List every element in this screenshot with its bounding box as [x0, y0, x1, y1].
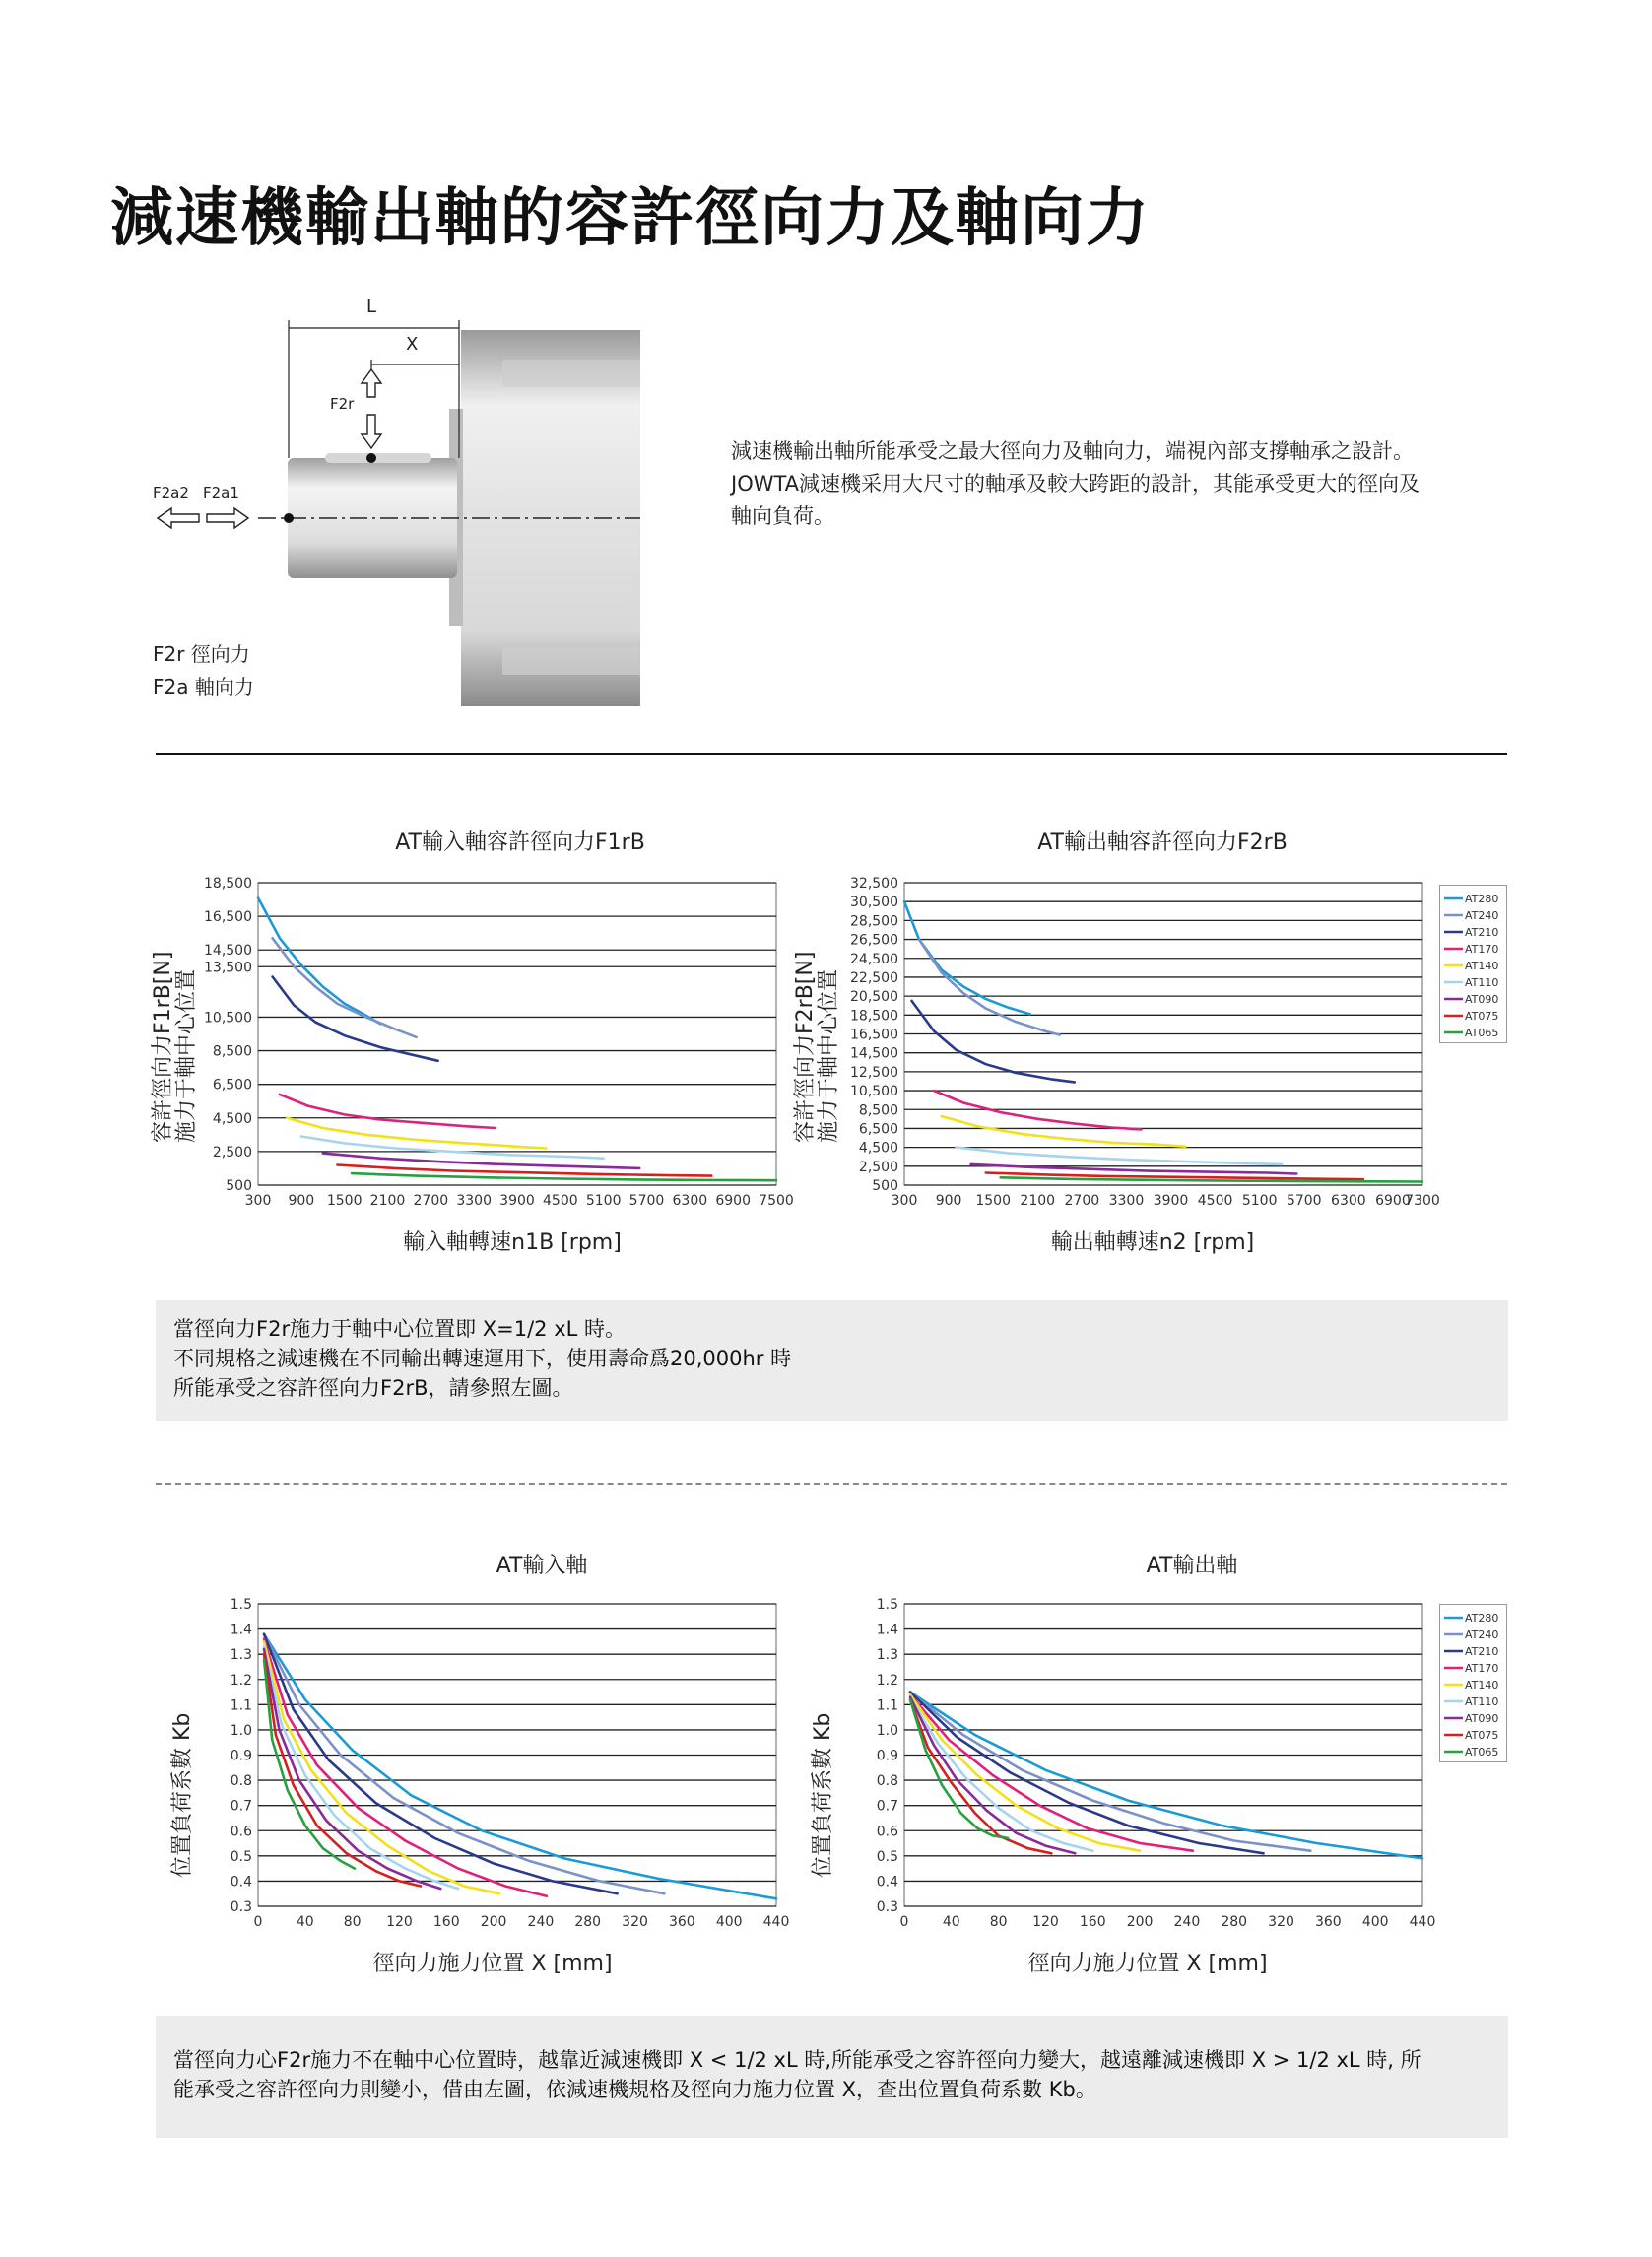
note1-line-1: 當徑向力F2r施力于軸中心位置即 X=1/2 xL 時。 [173, 1317, 627, 1341]
chart4-ylabel: 位置負荷系數 Kb [811, 1712, 835, 1878]
plot-area [258, 883, 776, 1185]
x-tick-label: 120 [1032, 1914, 1059, 1930]
label-F2r: F2r [330, 395, 355, 413]
y-tick-label: 0.7 [230, 1798, 252, 1815]
x-tick-label: 900 [935, 1193, 962, 1209]
x-tick-label: 1500 [326, 1193, 363, 1209]
chart4-plot [843, 1596, 1434, 1936]
x-tick-label: 7300 [1405, 1193, 1440, 1209]
y-tick-label: 14,500 [850, 1045, 898, 1062]
x-tick-label: 6900 [1375, 1193, 1411, 1209]
legend-label-at065: AT065 [1465, 1746, 1499, 1759]
y-tick-label: 1.2 [230, 1672, 252, 1689]
y-tick-label: 26,500 [850, 932, 898, 949]
x-tick-label: 3900 [1153, 1193, 1189, 1209]
chart2-plot [843, 875, 1440, 1215]
y-tick-label: 20,500 [850, 989, 898, 1006]
y-tick-label: 8,500 [212, 1043, 252, 1060]
chart2-title: AT輸出軸容許徑向力F2rB [1037, 830, 1288, 855]
x-tick-label: 80 [989, 1914, 1008, 1930]
x-tick-label: 400 [1361, 1914, 1389, 1930]
legend-label-at210: AT210 [1465, 1645, 1499, 1658]
legend-label-at210: AT210 [1465, 926, 1499, 939]
y-tick-label: 1.0 [876, 1722, 898, 1739]
chart2-legend [1439, 885, 1508, 1044]
chart4-xlabel: 徑向力施力位置 X [mm] [1027, 1952, 1268, 1976]
y-tick-label: 0.9 [876, 1748, 898, 1764]
y-tick-label: 10,500 [850, 1084, 898, 1100]
x-tick-label: 40 [296, 1914, 314, 1930]
label-F2a1: F2a1 [203, 484, 239, 501]
x-tick-label: 7500 [759, 1193, 794, 1209]
x-tick-label: 0 [899, 1914, 909, 1930]
legend-label-at280: AT280 [1465, 1612, 1499, 1625]
y-tick-label: 0.4 [230, 1874, 252, 1891]
x-tick-label: 440 [1409, 1914, 1436, 1930]
intro-line-3: 軸向負荷。 [731, 504, 834, 528]
legend-axial-force: F2a 軸向力 [153, 675, 254, 698]
x-tick-label: 0 [253, 1914, 263, 1930]
y-tick-label: 32,500 [850, 876, 898, 892]
y-tick-label: 1.5 [230, 1597, 252, 1613]
y-tick-label: 12,500 [850, 1064, 898, 1081]
x-tick-label: 360 [1314, 1914, 1342, 1930]
note-box-2 [156, 2016, 1508, 2138]
y-tick-label: 0.6 [230, 1824, 252, 1840]
x-tick-label: 5100 [585, 1193, 622, 1209]
x-tick-label: 200 [1126, 1914, 1154, 1930]
y-tick-label: 1.2 [876, 1672, 898, 1689]
x-tick-label: 300 [244, 1193, 272, 1209]
intro-line-2: JOWTA減速機采用大尺寸的軸承及較大跨距的設計，其能承受更大的徑向及 [731, 472, 1421, 496]
legend-label-at090: AT090 [1465, 993, 1499, 1006]
dashed-divider [156, 1483, 1507, 1485]
chart3-title: AT輸入軸 [496, 1554, 588, 1578]
x-tick-label: 6300 [1331, 1193, 1366, 1209]
x-tick-label: 3300 [1108, 1193, 1145, 1209]
y-tick-label: 6,500 [858, 1121, 898, 1138]
chart1-title: AT輸入軸容許徑向力F1rB [395, 830, 645, 855]
x-tick-label: 240 [527, 1914, 555, 1930]
y-tick-label: 24,500 [850, 951, 898, 967]
y-tick-label: 1.3 [876, 1647, 898, 1664]
y-tick-label: 1.0 [230, 1722, 252, 1739]
section-divider [156, 753, 1507, 755]
y-tick-label: 1.1 [876, 1697, 898, 1714]
y-tick-label: 0.3 [876, 1899, 898, 1915]
y-tick-label: 6,500 [212, 1077, 252, 1094]
x-tick-label: 360 [668, 1914, 695, 1930]
y-tick-label: 4,500 [858, 1140, 898, 1157]
note1-line-3: 所能承受之容許徑向力F2rB，請參照左圖。 [173, 1376, 573, 1400]
y-tick-label: 28,500 [850, 913, 898, 930]
legend-label-at140: AT140 [1465, 1679, 1499, 1692]
y-tick-label: 16,500 [850, 1027, 898, 1043]
x-tick-label: 6300 [672, 1193, 708, 1209]
legend-label-at075: AT075 [1465, 1729, 1499, 1742]
x-tick-label: 3300 [456, 1193, 492, 1209]
y-tick-label: 0.9 [230, 1748, 252, 1764]
x-tick-label: 5700 [628, 1193, 665, 1209]
legend-label-at110: AT110 [1465, 976, 1499, 989]
y-tick-label: 0.3 [230, 1899, 252, 1915]
legend-label-at110: AT110 [1465, 1695, 1499, 1708]
legend-label-at280: AT280 [1465, 893, 1499, 905]
y-tick-label: 2,500 [212, 1144, 252, 1161]
y-tick-label: 8,500 [858, 1102, 898, 1119]
y-tick-label: 22,500 [850, 969, 898, 986]
x-tick-label: 80 [343, 1914, 362, 1930]
legend-label-at090: AT090 [1465, 1712, 1499, 1725]
chart3-plot [197, 1596, 788, 1936]
chart1-xlabel: 輸入軸轉速n1B [rpm] [403, 1230, 622, 1255]
y-tick-label: 4,500 [212, 1110, 252, 1127]
x-tick-label: 2700 [1064, 1193, 1100, 1209]
y-tick-label: 13,500 [204, 960, 252, 976]
x-tick-label: 5700 [1286, 1193, 1322, 1209]
y-tick-label: 500 [226, 1178, 252, 1194]
y-tick-label: 1.4 [876, 1622, 898, 1638]
y-tick-label: 14,500 [204, 943, 252, 960]
y-tick-label: 500 [872, 1178, 898, 1194]
y-tick-label: 0.7 [876, 1798, 898, 1815]
y-tick-label: 1.5 [876, 1597, 898, 1613]
chart4-title: AT輸出軸 [1146, 1554, 1238, 1578]
y-tick-label: 30,500 [850, 895, 898, 911]
y-tick-label: 0.5 [876, 1848, 898, 1865]
chart2-xlabel: 輸出軸轉速n2 [rpm] [1050, 1230, 1255, 1255]
y-tick-label: 0.4 [876, 1874, 898, 1891]
y-tick-label: 0.6 [876, 1824, 898, 1840]
x-tick-label: 440 [762, 1914, 790, 1930]
page-title: 減速機輸出軸的容許徑向力及軸向力 [110, 182, 1151, 255]
diagram-legend [153, 638, 254, 703]
x-tick-label: 2100 [1020, 1193, 1056, 1209]
y-tick-label: 18,500 [204, 876, 252, 892]
y-tick-label: 1.4 [230, 1622, 252, 1638]
y-tick-label: 1.3 [230, 1647, 252, 1664]
chart3-ylabel: 位置負荷系數 Kb [170, 1712, 195, 1878]
y-tick-label: 0.8 [876, 1773, 898, 1790]
legend-label-at170: AT170 [1465, 1662, 1499, 1675]
x-tick-label: 400 [715, 1914, 743, 1930]
legend-radial-force: F2r 徑向力 [153, 642, 250, 666]
x-tick-label: 40 [942, 1914, 960, 1930]
x-tick-label: 280 [1221, 1914, 1248, 1930]
note2-line-2: 能承受之容許徑向力則變小，借由左圖，依減速機規格及徑向力施力位置 X，查出位置負荷系數 Kb。 [173, 2078, 1096, 2101]
x-tick-label: 160 [432, 1914, 460, 1930]
x-tick-label: 160 [1079, 1914, 1106, 1930]
x-tick-label: 320 [1268, 1914, 1294, 1930]
note2-line-1: 當徑向力心F2r施力不在軸中心位置時，越靠近減速機即 X < 1/2 xL 時,所能承受之容許徑向力變大，越遠離減速機即 X > 1/2 xL 時, 所 [173, 2048, 1421, 2072]
chart1-ylabel: 容許徑向力F1rB[N] [151, 951, 175, 1143]
x-tick-label: 280 [574, 1914, 602, 1930]
x-tick-label: 5100 [1241, 1193, 1278, 1209]
x-tick-label: 320 [622, 1914, 648, 1930]
y-tick-label: 10,500 [204, 1010, 252, 1027]
chart2-ylabel-2: 施力于軸中心位置 [817, 968, 841, 1143]
axial-force-arrow-left-icon [158, 508, 199, 528]
x-tick-label: 300 [891, 1193, 918, 1209]
chart1-ylabel-2: 施力于軸中心位置 [174, 968, 199, 1143]
x-tick-label: 200 [480, 1914, 507, 1930]
y-tick-label: 1.1 [230, 1697, 252, 1714]
label-X: X [406, 334, 419, 355]
x-tick-label: 2100 [369, 1193, 406, 1209]
x-tick-label: 240 [1173, 1914, 1201, 1930]
intro-line-1: 減速機輸出軸所能承受之最大徑向力及軸向力，端視內部支撐軸承之設計。 [731, 439, 1414, 463]
chart3-xlabel: 徑向力施力位置 X [mm] [372, 1952, 613, 1976]
x-tick-label: 900 [288, 1193, 315, 1209]
y-tick-label: 0.5 [230, 1848, 252, 1865]
x-tick-label: 4500 [1197, 1193, 1233, 1209]
label-F2a2: F2a2 [153, 484, 189, 501]
note1-line-2: 不同規格之減速機在不同輸出轉速運用下，使用壽命爲20,000hr 時 [173, 1347, 792, 1370]
x-tick-label: 6900 [715, 1193, 751, 1209]
x-tick-label: 4500 [543, 1193, 578, 1209]
chart4-legend [1439, 1604, 1508, 1763]
x-tick-label: 1500 [975, 1193, 1011, 1209]
radial-force-arrow-icon [362, 369, 381, 448]
legend-label-at170: AT170 [1465, 943, 1499, 956]
x-tick-label: 3900 [499, 1193, 535, 1209]
y-tick-label: 16,500 [204, 909, 252, 926]
intro-paragraph [731, 435, 1549, 533]
legend-label-at140: AT140 [1465, 960, 1499, 972]
axial-force-arrow-right-icon [207, 508, 248, 528]
legend-label-at240: AT240 [1465, 909, 1499, 922]
y-tick-label: 0.8 [230, 1773, 252, 1790]
x-tick-label: 2700 [413, 1193, 449, 1209]
x-tick-label: 120 [386, 1914, 413, 1930]
legend-label-at065: AT065 [1465, 1027, 1499, 1039]
chart2-ylabel: 容許徑向力F2rB[N] [793, 951, 818, 1143]
y-tick-label: 18,500 [850, 1008, 898, 1025]
label-L: L [366, 297, 377, 317]
note-box-1 [156, 1300, 1508, 1421]
chart1-plot [197, 875, 794, 1215]
legend-label-at240: AT240 [1465, 1628, 1499, 1641]
legend-label-at075: AT075 [1465, 1010, 1499, 1023]
y-tick-label: 2,500 [858, 1159, 898, 1175]
